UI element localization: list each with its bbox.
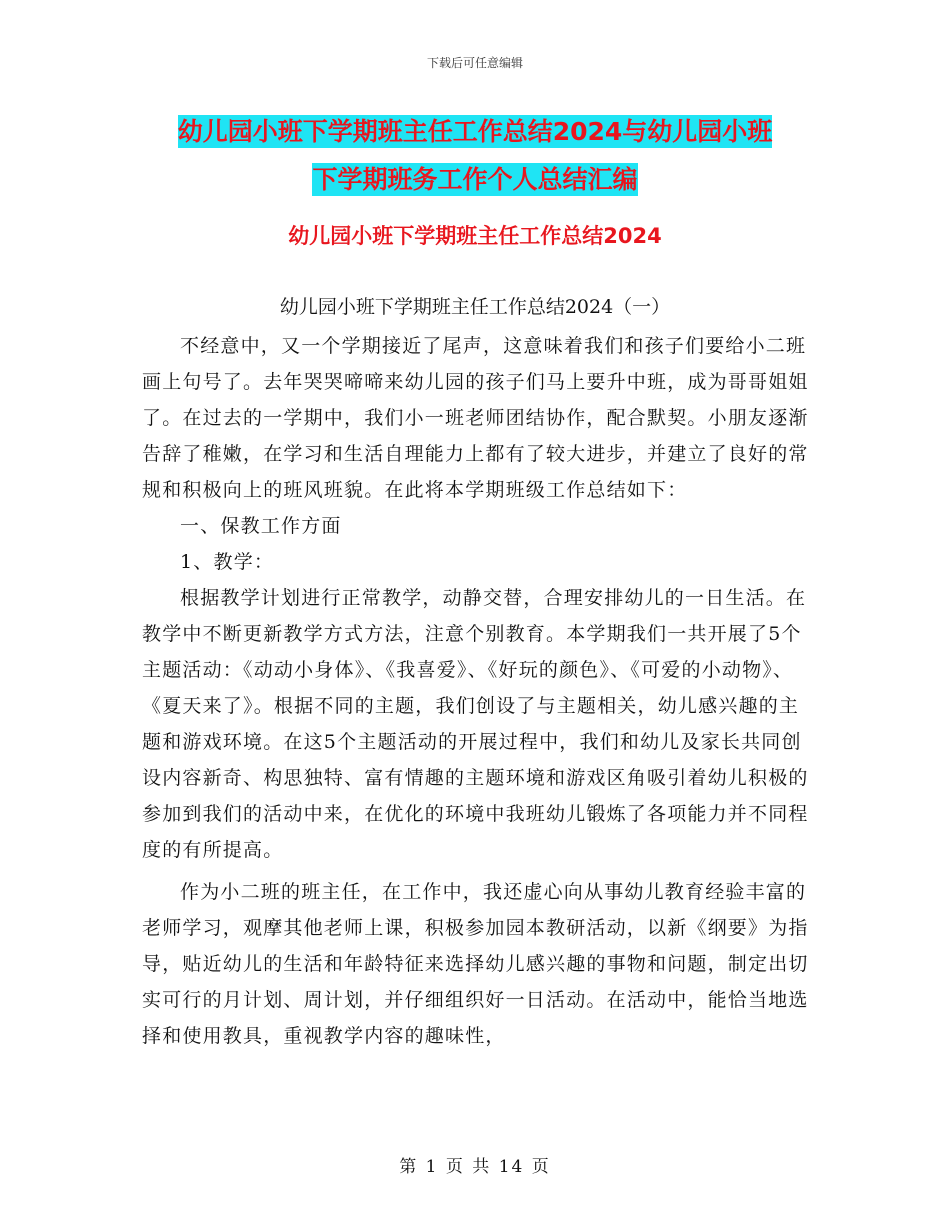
paragraph: 根据教学计划进行正常教学，动静交替，合理安排幼儿的一日生活。在教学中不断更新教学方式方法，注意个别教育。本学期我们一共开展了5个主题活动：《动动小身体》、《我喜爱》、《好玩的颜色》、《可爱的小动物》、《夏天来了》。根据不同的主题，我们创设了与主题相关，幼儿感兴趣的主题和游戏环境。在这5个主题活动的开展过程中，我们和幼儿及家长共同创设内容新奇、构思独特、富有情趣的主题环境和游戏区角吸引着幼儿积极的参加到我们的活动中来，在优化的环境中我班幼儿锻炼了各项能力并不同程度的有所提高。 — [142, 587, 809, 861]
document-title — [140, 108, 810, 204]
header-note: 下载后可任意编辑 — [426, 56, 523, 70]
paragraph: 不经意中，又一个学期接近了尾声，这意味着我们和孩子们要给小二班画上句号了。去年哭哭啼啼来幼儿园的孩子们马上要升中班，成为哥哥姐姐了。在过去的一学期中，我们小一班老师团结协作，配合默契。小朋友逐渐告辞了稚嫩，在学习和生活自理能力上都有了较大进步，并建立了良好的常规和积极向上的班风班貌。在此将本学期班级工作总结如下： — [142, 335, 809, 501]
title-line-1: 幼儿园小班下学期班主任工作总结2024与幼儿园小班 — [177, 117, 773, 146]
section-title: 幼儿园小班下学期班主任工作总结2024 — [288, 224, 662, 248]
paragraph-heading: 1、教学： — [180, 551, 275, 573]
paragraph: 作为小二班的班主任，在工作中，我还虚心向从事幼儿教育经验丰富的老师学习，观摩其他老师上课，积极参加园本教研活动，以新《纲要》为指导，贴近幼儿的生活和年龄特征来选择幼儿感兴趣的事物和问题，制定出切实可行的月计划、周计划，并仔细组织好一日活动。在活动中，能恰当地选择和使用教具，重视教学内容的趣味性， — [142, 881, 809, 1047]
paragraph-heading: 一、保教工作方面 — [180, 515, 342, 537]
sub-heading: 幼儿园小班下学期班主任工作总结2024（一） — [279, 296, 671, 318]
title-line-2: 下学期班务工作个人总结汇编 — [312, 165, 638, 194]
document-body — [142, 328, 812, 1054]
page-number: 第 1 页 共 14 页 — [399, 1157, 551, 1177]
